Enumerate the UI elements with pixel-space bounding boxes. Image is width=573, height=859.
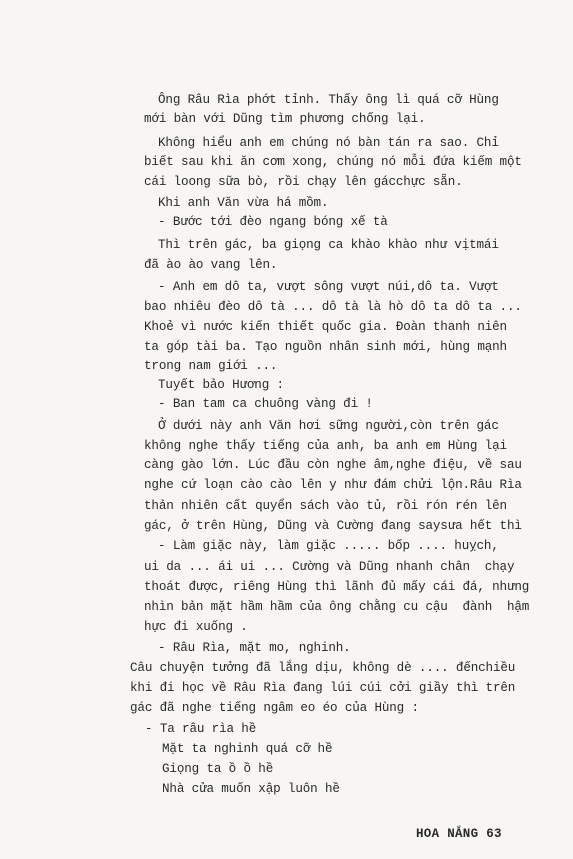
text-line: đã ào ào vang lên. xyxy=(144,258,278,272)
text-line: Ông Râu Rìa phớt tỉnh. Thấy ông lì quá cỡ Hùng xyxy=(158,93,499,107)
text-line: Khoẻ vì nước kiến thiết quốc gia. Đoàn thanh niên xyxy=(144,320,507,334)
text-line: ui da ... ái ui ... Cường và Dũng nhanh chân chạy xyxy=(144,560,515,574)
text-line: ta góp tài ba. Tạo nguồn nhân sinh mới, hùng mạnh xyxy=(144,340,507,354)
text-line: - Ta râu rìa hề xyxy=(145,722,257,736)
text-line: - Bước tới đèo ngang bóng xế tà xyxy=(158,215,388,229)
text-line: Mặt ta nghinh quá cỡ hề xyxy=(162,742,333,756)
page-footer: HOA NẮNG 63 xyxy=(416,827,502,841)
text-line: Khi anh Văn vừa há mồm. xyxy=(158,196,329,210)
text-line: không nghe thấy tiếng của anh, ba anh em Hùng lại xyxy=(144,439,507,453)
text-line: Nhà cửa muốn xập luôn hề xyxy=(162,782,340,796)
text-line: - Làm giặc này, làm giặc ..... bốp .... huỵch, xyxy=(158,539,499,553)
text-line: biết sau khi ăn cơm xong, chúng nó mỗi đứa kiếm một xyxy=(144,155,522,169)
text-line: - Râu Rìa, mặt mo, nghinh. xyxy=(158,641,351,655)
text-line: trong nam giới ... xyxy=(144,359,278,373)
text-line: gác đã nghe tiếng ngâm eo éo của Hùng : xyxy=(130,701,419,715)
text-line: thản nhiên cất quyển sách vào tủ, rồi rón rén lên xyxy=(144,499,507,513)
text-line: - Anh em dô ta, vượt sông vượt núi,dô ta. Vượt xyxy=(158,280,499,294)
text-line: - Ban tam ca chuông vàng đi ! xyxy=(158,397,373,411)
text-line: Câu chuyện tưởng đã lắng dịu, không dè .... đếnchiều xyxy=(130,661,516,675)
text-line: gác, ở trên Hùng, Dũng và Cường đang saysưa hết thì xyxy=(144,519,522,533)
text-line: nhìn bản mặt hầm hầm của ông chằng cu cậu đành hậm xyxy=(144,600,530,614)
text-line: cái loong sữa bò, rồi chạy lên gácchực sẵn. xyxy=(144,175,463,189)
text-line: Không hiểu anh em chúng nó bàn tán ra sao. Chỉ xyxy=(158,136,499,150)
text-line: hực đi xuống . xyxy=(144,620,248,634)
text-line: mới bàn với Dũng tìm phương chống lại. xyxy=(144,112,426,126)
text-line: nghe cứ loạn cào cào lên y như đám chửi lộn.Râu Rìa xyxy=(144,478,522,492)
text-line: Ở dưới này anh Văn hơi sững người,còn trên gác xyxy=(158,419,499,433)
text-line: Tuyết bảo Hương : xyxy=(158,378,284,392)
text-line: Giọng ta ồ ồ hề xyxy=(162,762,274,776)
text-line: khi đi học về Râu Rìa đang lúi cúi cởi giầy thì trên xyxy=(130,681,516,695)
text-line: Thì trên gác, ba giọng ca khào khào như vịtmái xyxy=(158,238,499,252)
text-line: bao nhiêu đèo dô tà ... dô tà là hò dô ta dô ta ... xyxy=(144,300,522,314)
text-line: thoát được, riêng Hùng thì lãnh đủ mấy cái đá, nhưng xyxy=(144,580,530,594)
text-line: càng gào lớn. Lúc đầu còn nghe âm,nghe điệu, về sau xyxy=(144,458,522,472)
